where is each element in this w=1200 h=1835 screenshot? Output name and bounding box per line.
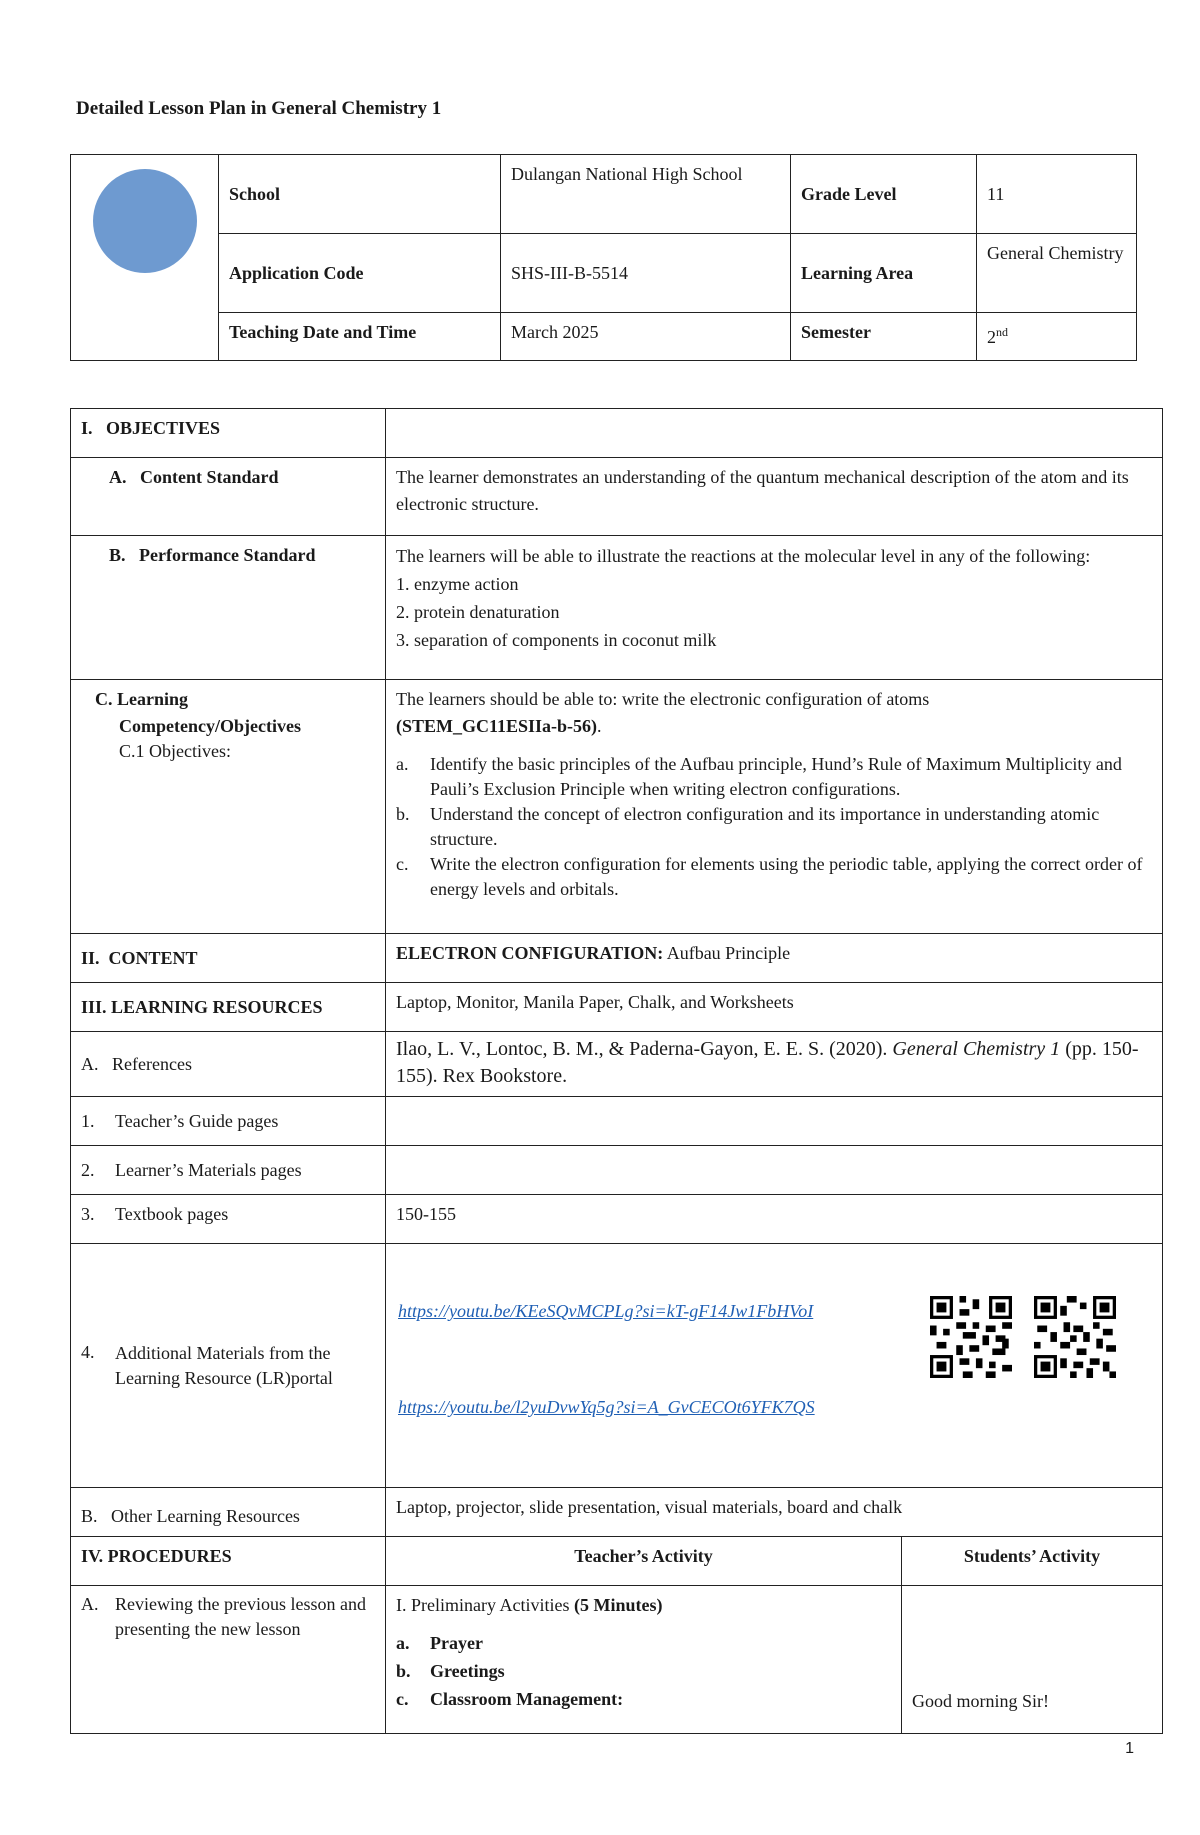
learners-materials-label bbox=[71, 1146, 386, 1195]
step-text: Prayer bbox=[430, 1633, 483, 1653]
objectives-list bbox=[396, 752, 1152, 902]
students-activity-header: Students’ Activity bbox=[902, 1537, 1163, 1586]
school-label: School bbox=[219, 155, 501, 234]
references-part1: Ilao, L. V., Lontoc, B. M., & Paderna-Gayon, E. E. S. (2020). bbox=[396, 1038, 893, 1060]
objective-text: Understand the concept of electron configuration and its importance in understanding atomic structure. bbox=[430, 804, 1100, 849]
prelim-text: I. Preliminary Activities bbox=[396, 1595, 574, 1615]
semester-suffix: nd bbox=[996, 325, 1008, 339]
qr-code-icon bbox=[930, 1296, 1012, 1378]
grade-level-label: Grade Level bbox=[791, 155, 977, 234]
lesson-plan-table bbox=[70, 408, 1163, 1734]
objective-marker: b. bbox=[396, 804, 410, 824]
additional-materials-label bbox=[71, 1244, 386, 1488]
teaching-date-value: March 2025 bbox=[501, 313, 791, 361]
other-resources-label: B. Other Learning Resources bbox=[71, 1488, 386, 1537]
learners-materials-value bbox=[386, 1146, 1163, 1195]
objective-item bbox=[396, 852, 1152, 902]
preliminary-steps bbox=[396, 1629, 891, 1713]
video-link-2-text[interactable]: https://youtu.be/l2yuDvwYq5g?si=A_GvCECOt6YFK7QS bbox=[398, 1397, 815, 1417]
tg-marker: 1. bbox=[81, 1110, 95, 1131]
objective-marker: c. bbox=[396, 854, 409, 874]
objective-marker: a. bbox=[396, 754, 409, 774]
step-marker: c. bbox=[396, 1689, 409, 1709]
procedures-label: IV. PROCEDURES bbox=[71, 1537, 386, 1586]
tb-label: Textbook pages bbox=[115, 1204, 229, 1224]
references-part2: (pp. 150-155). Rex Bookstore. bbox=[396, 1038, 1139, 1087]
step-item bbox=[396, 1685, 891, 1713]
content-topic-bold: ELECTRON CONFIGURATION: bbox=[396, 943, 664, 963]
objective-text: Write the electron configuration for elements using the periodic table, applying the correct order of energy levels and orbitals. bbox=[430, 854, 1143, 899]
competency-sublabel: C.1 Objectives: bbox=[119, 741, 231, 761]
review-marker: A. bbox=[81, 1594, 99, 1614]
references-label: A. References bbox=[71, 1032, 386, 1097]
step-item bbox=[396, 1657, 891, 1685]
performance-item: 3. separation of components in coconut milk bbox=[396, 630, 717, 650]
objectives-heading-empty bbox=[386, 409, 1163, 458]
grade-level-value: 11 bbox=[977, 155, 1137, 234]
video-link-1-text[interactable]: https://youtu.be/KEeSQvMCPLg?si=kT-gF14Jw1FbHVoI bbox=[398, 1301, 814, 1321]
preliminary-activities bbox=[396, 1592, 891, 1619]
performance-item: 2. protein denaturation bbox=[396, 602, 560, 622]
semester-value bbox=[977, 313, 1137, 361]
objective-text: Identify the basic principles of the Aufbau principle, Hund’s Rule of Maximum Multiplicity and Pauli’s Exclusion Principle when writing electron configurations. bbox=[430, 754, 1122, 799]
prelim-time: (5 Minutes) bbox=[573, 1595, 663, 1615]
performance-standard-intro: The learners will be able to illustrate the reactions at the molecular level in any of the following: bbox=[396, 546, 1091, 566]
teacher-activity-header: Teacher’s Activity bbox=[386, 1537, 902, 1586]
performance-standard-label: B. Performance Standard bbox=[71, 536, 386, 680]
video-link-1[interactable] bbox=[398, 1298, 813, 1325]
learning-resources-label: III. LEARNING RESOURCES bbox=[71, 983, 386, 1032]
competency-cell bbox=[386, 680, 1163, 934]
school-value: Dulangan National High School bbox=[501, 155, 791, 234]
objectives-heading: I. OBJECTIVES bbox=[71, 409, 386, 458]
learning-area-label: Learning Area bbox=[791, 234, 977, 313]
performance-standard-cell bbox=[386, 536, 1163, 680]
competency-label-cell bbox=[71, 680, 386, 934]
objective-item bbox=[396, 752, 1152, 802]
student-response: Good morning Sir! bbox=[902, 1586, 1163, 1734]
additional-materials-cell bbox=[386, 1244, 1163, 1488]
references-value bbox=[386, 1032, 1163, 1097]
application-code-value: SHS-III-B-5514 bbox=[501, 234, 791, 313]
references-italic: General Chemistry 1 bbox=[892, 1038, 1061, 1060]
school-logo-icon bbox=[93, 169, 197, 273]
competency-code-end: . bbox=[597, 716, 602, 736]
tg-label: Teacher’s Guide pages bbox=[115, 1110, 279, 1131]
logo-cell bbox=[71, 155, 219, 361]
step-item bbox=[396, 1629, 891, 1657]
review-label-text: Reviewing the previous lesson and presenting the new lesson bbox=[115, 1594, 366, 1639]
objective-item bbox=[396, 802, 1152, 852]
content-standard-label: A. Content Standard bbox=[71, 458, 386, 536]
teacher-activity-cell bbox=[386, 1586, 902, 1734]
step-marker: b. bbox=[396, 1661, 411, 1681]
competency-label-2: Competency/Objectives bbox=[119, 716, 301, 736]
lm-label: Learner’s Materials pages bbox=[115, 1159, 302, 1180]
review-lesson-label bbox=[71, 1586, 386, 1734]
step-text: Classroom Management: bbox=[430, 1689, 624, 1709]
content-value bbox=[386, 934, 1163, 983]
textbook-pages-value: 150-155 bbox=[386, 1195, 1163, 1244]
step-text: Greetings bbox=[430, 1661, 505, 1681]
am-marker: 4. bbox=[81, 1342, 95, 1362]
document-title: Detailed Lesson Plan in General Chemistry 1 bbox=[76, 98, 442, 119]
competency-intro: The learners should be able to: write the electronic configuration of atoms bbox=[396, 689, 930, 709]
content-label: II. CONTENT bbox=[71, 934, 386, 983]
competency-label: C. Learning bbox=[95, 689, 189, 709]
header-info-table bbox=[70, 154, 1137, 361]
other-resources-value: Laptop, projector, slide presentation, visual materials, board and chalk bbox=[386, 1488, 1163, 1537]
semester-number: 2 bbox=[987, 327, 996, 347]
teachers-guide-label bbox=[71, 1097, 386, 1146]
semester-label: Semester bbox=[791, 313, 977, 361]
am-label: Additional Materials from the Learning Resource (LR)portal bbox=[115, 1342, 333, 1388]
qr-code-icon bbox=[1034, 1296, 1116, 1378]
teaching-date-label: Teaching Date and Time bbox=[219, 313, 501, 361]
application-code-label: Application Code bbox=[219, 234, 501, 313]
step-marker: a. bbox=[396, 1633, 410, 1653]
competency-code: (STEM_GC11ESIIa-b-56) bbox=[396, 716, 598, 736]
video-link-2[interactable] bbox=[398, 1394, 815, 1421]
content-standard-text: The learner demonstrates an understanding of the quantum mechanical description of the atom and its electronic structure. bbox=[386, 458, 1163, 536]
textbook-pages-label bbox=[71, 1195, 386, 1244]
performance-item: 1. enzyme action bbox=[396, 574, 519, 594]
lm-marker: 2. bbox=[81, 1159, 95, 1180]
learning-area-value: General Chemistry bbox=[977, 234, 1137, 313]
tb-marker: 3. bbox=[81, 1204, 95, 1224]
teachers-guide-value bbox=[386, 1097, 1163, 1146]
page-number: 1 bbox=[1125, 1740, 1134, 1757]
content-topic-rest: Aufbau Principle bbox=[663, 943, 791, 963]
learning-resources-value: Laptop, Monitor, Manila Paper, Chalk, and Worksheets bbox=[386, 983, 1163, 1032]
